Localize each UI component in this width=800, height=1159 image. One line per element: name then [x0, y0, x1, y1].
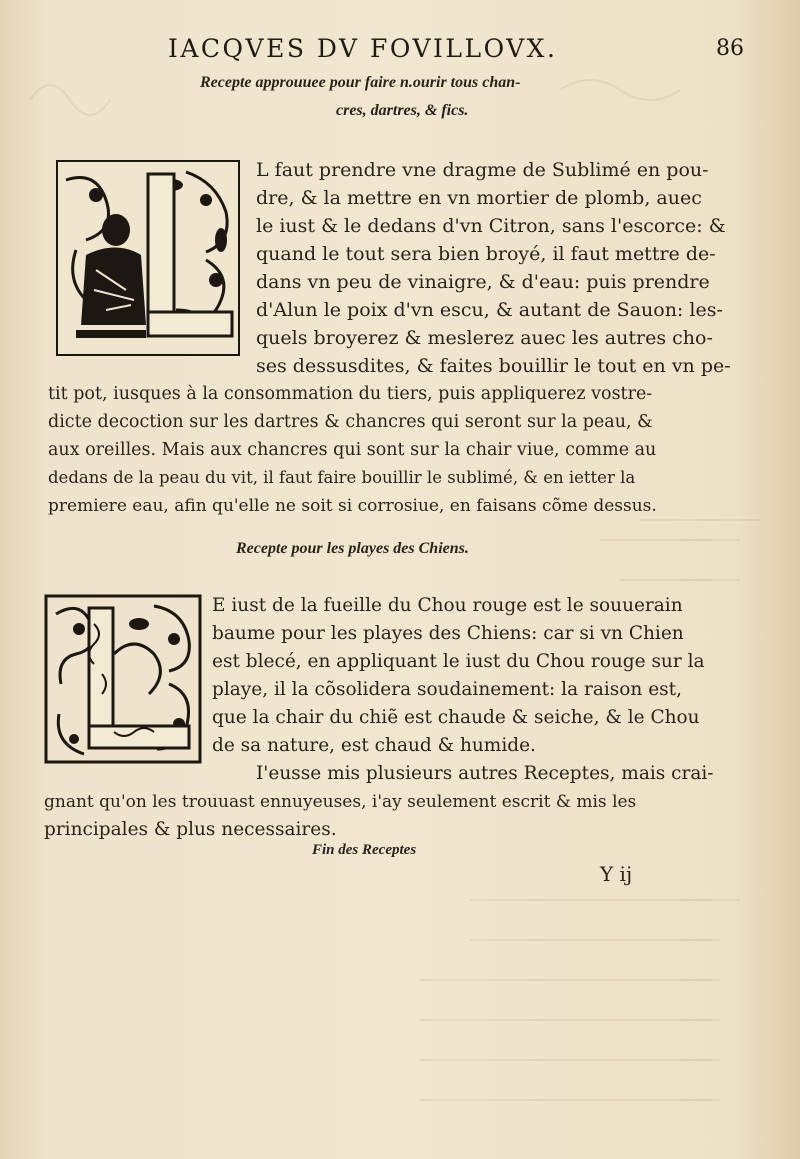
recipe2-line: I'eusse mis plusieurs autres Receptes, mais crai- — [256, 763, 714, 784]
recipe1-line: L faut prendre vne dragme de Sublimé en pou- — [256, 159, 709, 181]
recipe1-title-line1: Recepte approuuee pour faire n.ourir tous chan- — [200, 74, 521, 91]
recipe1-line: tit pot, iusques à la consommation du tiers, puis appliquerez vostre- — [48, 384, 653, 404]
recipe1-title-line2: cres, dartres, & fics. — [336, 102, 469, 119]
recipe2-line: E iust de la fueille du Chou rouge est le souuerain — [212, 595, 683, 616]
recipe2-line: playe, il la cõsolidera soudainement: la raison est, — [212, 679, 682, 700]
recipe1-line: premiere eau, afin qu'elle ne soit si corrosiue, en faisans cõme dessus. — [48, 496, 657, 516]
recipe1-line: le iust & le dedans d'vn Citron, sans l'escorce: & — [256, 215, 726, 237]
signature-mark: Y ij — [600, 862, 633, 886]
recipe2-line: de sa nature, est chaud & humide. — [212, 735, 536, 756]
recipe1-line: dedans de la peau du vit, il faut faire bouillir le sublimé, & en ietter la — [48, 468, 636, 487]
recipe2-line: que la chair du chiẽ est chaude & seiche, & le Chou — [212, 707, 700, 728]
recipe1-line: ses dessusdites, & faites bouillir le tout en vn pe- — [256, 355, 731, 377]
recipe1-line: aux oreilles. Mais aux chancres qui sont sur la chair viue, comme au — [48, 440, 657, 460]
recipe2-line: est blecé, en appliquant le iust du Chou rouge sur la — [212, 651, 705, 672]
recipe1-line: dre, & la mettre en vn mortier de plomb, auec — [256, 187, 702, 209]
woodcut-initial-letter-l-ornate — [44, 594, 202, 764]
recipe2-title: Recepte pour les playes des Chiens. — [236, 540, 469, 557]
running-head: IACQVES DV FOVILLOVX. — [168, 34, 558, 63]
recipe2-line: principales & plus necessaires. — [44, 819, 337, 840]
page-number: 86 — [716, 36, 744, 61]
recipe1-line: quand le tout sera bien broyé, il faut mettre de- — [256, 243, 716, 265]
recipe1-line: quels broyerez & meslerez auec les autres cho- — [256, 327, 713, 349]
woodcut-initial-letter-l — [56, 160, 240, 356]
recipe1-line: d'Alun le poix d'vn escu, & autant de Sauon: les- — [256, 299, 723, 321]
recipe1-line: dicte decoction sur les dartres & chancres qui seront sur la peau, & — [48, 412, 653, 432]
recipe2-line: gnant qu'on les trouuast ennuyeuses, i'ay seulement escrit & mis les — [44, 792, 637, 812]
recipe2-line: baume pour les playes des Chiens: car si vn Chien — [212, 623, 684, 644]
closing-line: Fin des Receptes — [312, 842, 417, 858]
recipe1-line: dans vn peu de vinaigre, & d'eau: puis prendre — [256, 271, 710, 293]
